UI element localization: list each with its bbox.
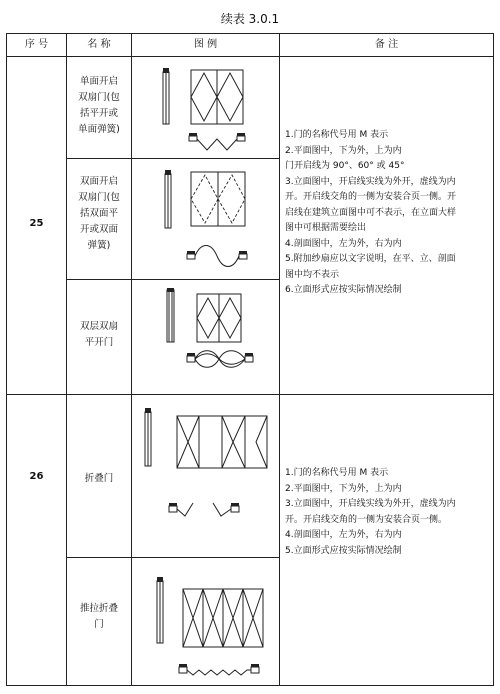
column-divider: [131, 34, 132, 685]
row-number: 26: [29, 471, 44, 482]
door-symbol-double-side-double: [155, 168, 255, 276]
item-name: 双面开启 双扇门(包 括双面平 开或双面 弹簧): [78, 176, 120, 251]
legend-table: [6, 33, 494, 686]
remark-block: 1.门的名称代号用 M 表示 2.平面图中，下为外，上为内 3.立面图中，开启线实线为外开，虚线为内 开。开启线交角的一侧为安装合页一侧。 4.剖面图中，左为外，右为内 5.立面形式应按实际情况绘制: [285, 468, 456, 556]
row-divider: [66, 158, 279, 159]
door-symbol-folding: [135, 406, 275, 526]
column-divider: [66, 34, 67, 685]
row-divider: [66, 557, 279, 558]
door-symbol-double-layer: [157, 286, 257, 386]
item-name: 折叠门: [84, 473, 114, 484]
header-seq: 序 号: [24, 39, 49, 50]
item-name: 推拉折叠 门: [79, 603, 118, 630]
remark-block: 1.门的名称代号用 M 表示 2.平面图中，下为外，上为内 门开启线为 90°、60° 或 45° 3.立面图中，开启线实线为外开，虚线为内 开。开启线交角的一侧为安装合页一侧。开 启线在建筑立面图中可不表示，在立面大样 图中可根据需要绘出 4.剖面图中，左为外，右为内 5.附加纱扇应以文字说明，在平、立、剖面 图中均不表示 6.立面形式应按实际情况绘制: [285, 130, 457, 295]
header-remark: 备 注: [374, 39, 399, 50]
door-symbol-sliding-folding: [147, 567, 277, 685]
header-example: 图 例: [193, 39, 218, 50]
header-name: 名 称: [87, 39, 111, 50]
header-divider: [7, 56, 493, 57]
group-divider: [7, 394, 493, 395]
row-number: 25: [29, 218, 44, 229]
door-symbol-single-side-double: [155, 66, 255, 156]
item-name: 单面开启 双扇门(包 括平开或 单面弹簧): [78, 76, 120, 135]
row-divider: [66, 279, 279, 280]
column-divider: [279, 34, 280, 685]
table-caption: 续表 3.0.1: [220, 12, 280, 26]
item-name: 双层双扇 平开门: [79, 321, 118, 348]
